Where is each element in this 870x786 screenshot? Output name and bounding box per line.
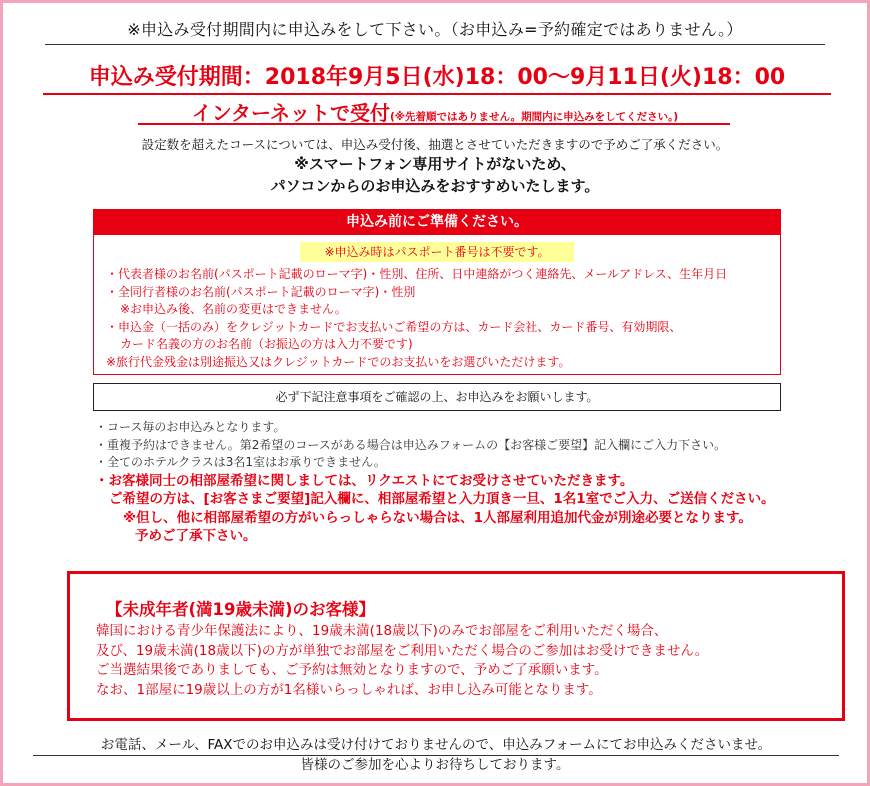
prep-item: カード名義の方のお名前（お振込の方は入力不要です) <box>120 337 413 351</box>
minor-guest-box <box>67 571 845 721</box>
smartphone-notice <box>3 153 867 197</box>
smartphone-line-2: パソコンからのお申込みをおすすめいたします。 <box>270 177 600 195</box>
preparation-box <box>93 209 781 375</box>
application-period: 申込み受付期間：2018年9月5日(水)18：00〜9月11日(火)18：00 <box>43 63 831 95</box>
minor-guest-body <box>96 622 836 700</box>
contact-method-note: お電話、メール、FAXでのお申込みは受け付けておりませんので、申込みフォームにてお申込みくださいませ。 <box>33 733 839 756</box>
prep-item: ※旅行代金残金は別途振込又はクレジットカードでのお支払いをお選びいただけます。 <box>106 354 571 369</box>
notes-list <box>95 419 865 546</box>
prep-item: ・代表者様のお名前(パスポート記載のローマ字)・性別、住所、日中連絡がつく連絡先、メールアドレス、生年月日 <box>106 267 728 281</box>
prep-item: ・全同行者様のお名前(パスポート記載のローマ字)・性別 <box>106 284 416 299</box>
lottery-note: 設定数を超えたコースについては、申込み受付後、抽選とさせていただきますので予めご了承ください。 <box>141 137 729 152</box>
smartphone-line-1: ※スマートフォン専用サイトがないため、 <box>294 155 576 173</box>
prep-item: ・申込金（一括のみ）をクレジットカードでお支払いご希望の方は、カード会社、カード番号、有効期限、 <box>106 319 682 334</box>
internet-label: インターネットで受付 <box>191 101 390 125</box>
passport-not-required-note: ※申込み時はパスポート番号は不要です。 <box>300 242 574 262</box>
preparation-title: 申込み前にご準備ください。 <box>94 210 780 235</box>
minor-line: ご当選結果後でありましても、ご予約は無効となりますので、予めご了承願います。 <box>96 662 608 678</box>
caution-box: 必ず下記注意事項をご確認の上、お申込みをお願いします。 <box>93 383 781 411</box>
internet-reception <box>3 97 867 126</box>
internet-note: (※先着順ではありません。期間内に申込みをしてください。) <box>390 111 679 123</box>
note-item: ・重複予約はできません。第2希望のコースがある場合は申込みフォームの【お客様ご要望】記入欄にご入力下さい。 <box>95 437 727 452</box>
note-item: ・全てのホテルクラスは3名1室はお承りできません。 <box>95 455 386 469</box>
room-share-note: ※但し、他に相部屋希望の方がいらっしゃらない場合は、1人部屋利用追加代金が別途必要となります。 <box>123 509 752 526</box>
preparation-list <box>106 266 776 371</box>
room-share-note: ご希望の方は、[お客さまご要望]記入欄に、相部屋希望と入力頂き一旦、1名1室でご入力、ご送信ください。 <box>109 491 775 507</box>
minor-line: 及び、19歳未満(18歳以下)の方が単独でお部屋をご利用いただく場合のご参加はお受けできません。 <box>96 642 709 659</box>
room-share-note: ・お客様同士の相部屋希望に関しましては、リクエストにてお受けさせていただきます。 <box>95 472 634 489</box>
closing-message: 皆様のご参加を心よりお待ちしております。 <box>300 757 570 773</box>
internet-underline <box>138 123 730 125</box>
application-period-note: ※申込み受付期間内に申込みをして下さい。（お申込み=予約確定ではありません。） <box>45 17 825 45</box>
room-share-note: 予めご了承下さい。 <box>135 528 257 544</box>
minor-line: 韓国における青少年保護法により、19歳未満(18歳以下)のみでお部屋をご利用いただく場合、 <box>96 623 668 639</box>
minor-line: なお、1部屋に19歳以上の方が1名様いらっしゃれば、お申し込み可能となります。 <box>96 681 602 698</box>
note-item: ・コース毎のお申込みとなります。 <box>95 420 286 434</box>
minor-guest-title: 【未成年者(満19歳未満)のお客様】 <box>106 600 376 619</box>
prep-item: ※お申込み後、名前の変更はできません。 <box>120 302 347 316</box>
